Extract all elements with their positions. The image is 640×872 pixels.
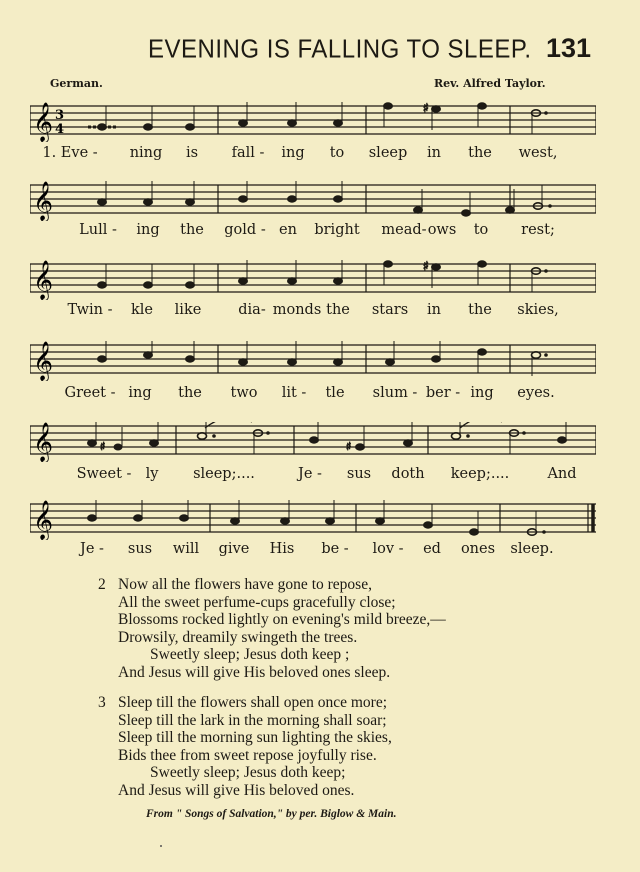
syllable: ing (281, 145, 305, 161)
syllable: lit - (281, 385, 307, 401)
syllable: sleep. (510, 541, 554, 557)
syllable: Twin - (67, 302, 113, 318)
syllable: the (468, 302, 492, 318)
syllable: ning (129, 145, 163, 161)
verse-line: Drowsily, dreamily swingeth the trees. (118, 628, 358, 646)
source-credit: From " Songs of Salvation," by per. Biglow & Main. (146, 808, 397, 820)
notes (88, 102, 547, 134)
music-staff-5 (30, 422, 596, 462)
page-number: 131 (546, 33, 592, 63)
verse-line: Sweetly sleep; Jesus doth keep; (150, 764, 346, 782)
syllable: stars (371, 302, 409, 318)
svg-text:♯: ♯ (346, 440, 352, 453)
syllable: Lull - (79, 222, 117, 238)
syllable: to (473, 222, 489, 238)
time-signature-bottom: 4 (55, 122, 65, 137)
syllable: like (174, 302, 202, 318)
music-staff-6 (30, 500, 596, 540)
syllable: slum - (372, 385, 418, 401)
syllable: gold - (224, 222, 266, 238)
slur (205, 422, 252, 428)
syllable: the (180, 222, 204, 238)
tune-origin: German. (50, 77, 103, 90)
syllable: is (185, 145, 199, 161)
syllable: be - (321, 541, 349, 557)
syllable: skies, (517, 302, 559, 318)
syllable: ing (136, 222, 160, 238)
verse-line: Sleep till the morning sun lighting the skies, (118, 729, 392, 747)
verse-line: 3 Sleep till the flowers shall open once more; (98, 694, 388, 711)
syllable: the (326, 302, 350, 318)
time-signature-top: 3 (55, 108, 65, 123)
verse-number: 2 (98, 576, 106, 593)
treble-clef-icon: 𝄞 (33, 422, 54, 462)
hymn-author: Rev. Alfred Taylor. (434, 77, 546, 90)
svg-text:♯: ♯ (423, 260, 429, 273)
treble-clef-icon: 𝄞 (33, 341, 54, 381)
syllable: the (468, 145, 492, 161)
verse-number: 3 (98, 694, 106, 711)
verse-line: Blossoms rocked lightly on evening's mild breeze,— (118, 611, 446, 629)
syllable: kle (130, 302, 154, 318)
syllable: sus (346, 466, 372, 482)
svg-text:♯: ♯ (423, 102, 429, 115)
treble-clef-icon: 𝄞 (33, 260, 54, 300)
verse-line: Sweetly sleep; Jesus doth keep ; (150, 646, 350, 664)
syllable: dia- (238, 302, 266, 318)
syllable: His (269, 541, 295, 557)
music-staff-3 (30, 260, 596, 300)
syllable: bright (314, 222, 360, 238)
syllable: lov - (372, 541, 404, 557)
slur (460, 422, 502, 428)
print-speck (160, 845, 162, 847)
syllable: fall - (231, 145, 265, 161)
syllable: 1. Eve - (42, 145, 98, 161)
treble-clef-icon: 𝄞 (33, 500, 54, 540)
verse-line: Sleep till the lark in the morning shall soar; (118, 711, 387, 729)
syllable: eyes. (517, 385, 555, 401)
music-staff-1 (30, 102, 596, 142)
syllable: tle (325, 385, 345, 401)
treble-clef-icon: 𝄞 (33, 181, 54, 221)
syllable: in (427, 302, 441, 318)
syllable: rest; (521, 222, 555, 238)
svg-text:♯: ♯ (100, 440, 106, 453)
syllable: en (279, 222, 297, 238)
lyrics-line-3 (30, 302, 596, 322)
syllable: mead- (381, 222, 427, 238)
syllable: Greet - (64, 385, 116, 401)
syllable: ed (423, 541, 441, 557)
syllable: ber - (425, 385, 461, 401)
syllable: keep;.... (450, 466, 510, 482)
syllable: in (427, 145, 441, 161)
syllable: two (230, 385, 258, 401)
music-staff-4 (30, 341, 596, 381)
verse-3 (98, 694, 392, 800)
syllable: sleep (368, 145, 408, 161)
syllable: And (547, 466, 577, 482)
lyrics-line-6 (30, 541, 596, 561)
syllable: ones (460, 541, 496, 557)
verse-line: All the sweet perfume-cups gracefully close; (118, 593, 396, 611)
syllable: Je - (298, 466, 322, 482)
syllable: to (329, 145, 345, 161)
syllable: sus (127, 541, 153, 557)
lyrics-line-1 (30, 145, 596, 165)
hymn-title: EVENING IS FALLING TO SLEEP. (148, 34, 532, 65)
verse-line: Bids thee from sweet repose joyfully rise. (118, 746, 377, 764)
syllable: will (172, 541, 200, 557)
syllable: Sweet - (76, 466, 132, 482)
syllable: the (178, 385, 202, 401)
lyrics-line-2 (30, 222, 596, 242)
syllable: ows (427, 222, 457, 238)
syllable: ly (145, 466, 159, 482)
syllable: Je - (80, 541, 104, 557)
verse-line: And Jesus will give His beloved ones. (118, 781, 355, 799)
verse-2 (98, 576, 446, 682)
syllable: ing (128, 385, 152, 401)
syllable: doth (391, 466, 425, 482)
staff-lines (30, 106, 596, 134)
verse-line: And Jesus will give His beloved ones sleep. (118, 663, 391, 681)
lyrics-line-5 (30, 466, 596, 486)
music-staff-2 (30, 181, 596, 221)
syllable: give (218, 541, 250, 557)
treble-clef-icon: 𝄞 (33, 102, 54, 142)
syllable: west, (518, 145, 558, 161)
syllable: sleep;.... (193, 466, 255, 482)
syllable: monds (272, 302, 322, 318)
verse-line: 2 Now all the flowers have gone to repose, (98, 576, 372, 593)
syllable: ing (470, 385, 494, 401)
lyrics-line-4 (30, 385, 596, 405)
